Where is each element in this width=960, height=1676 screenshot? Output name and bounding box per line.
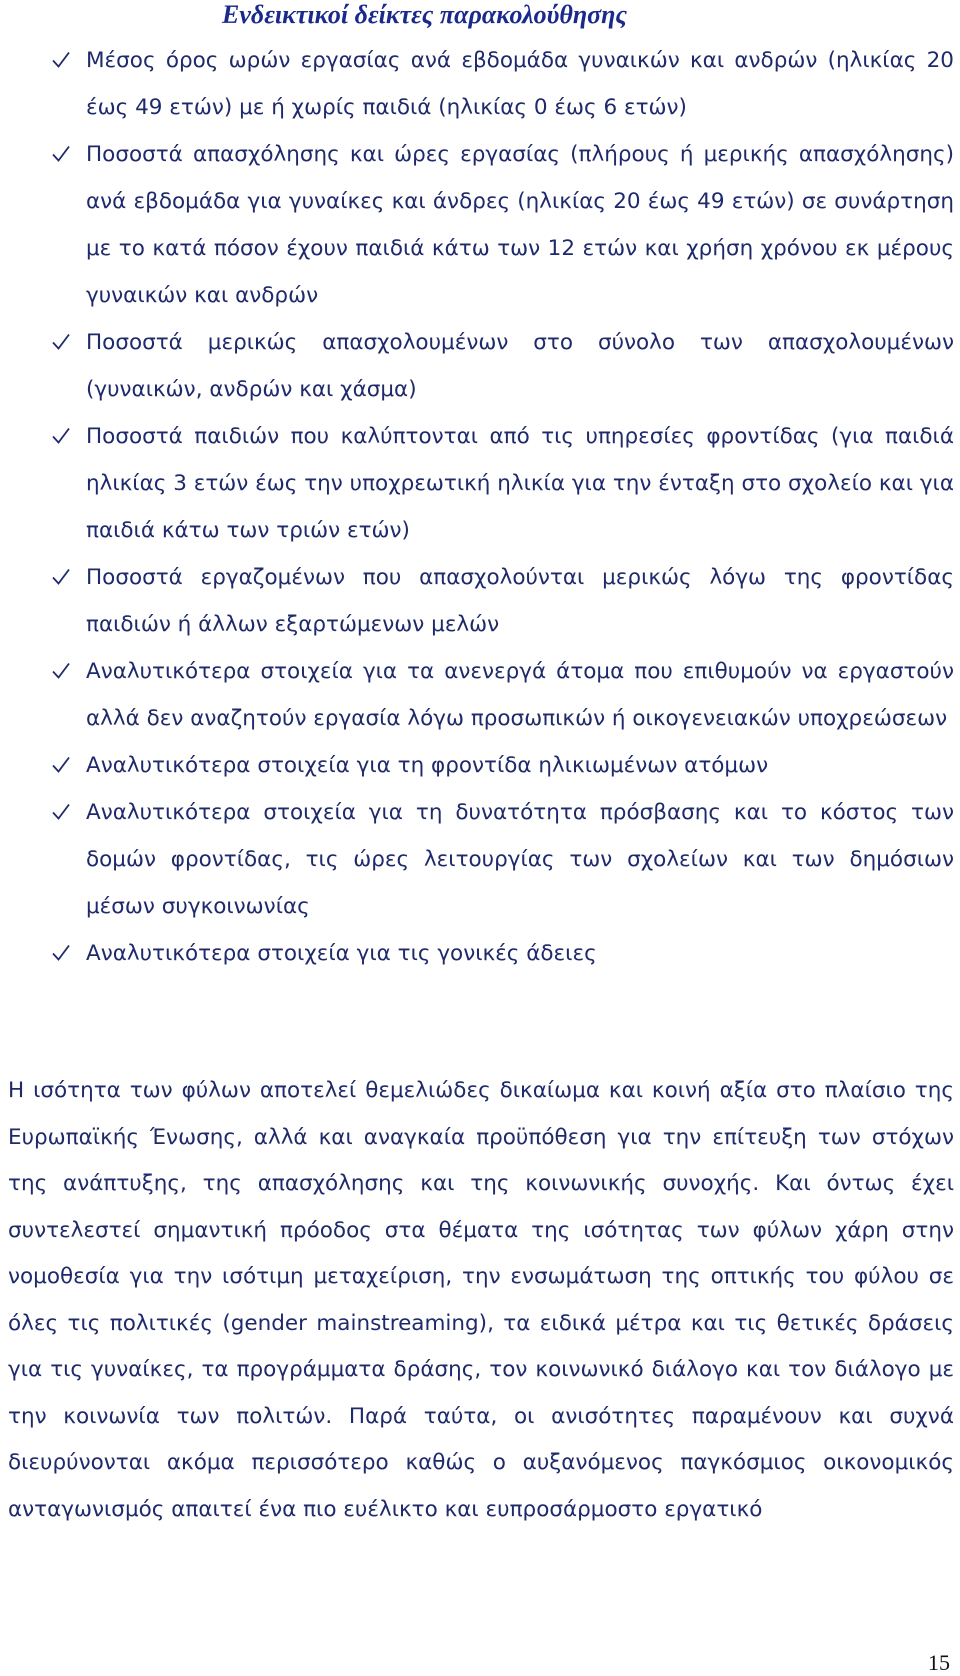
page-number: 15 bbox=[928, 1650, 950, 1675]
checklist-item-text: Ποσοστά απασχόλησης και ώρες εργασίας (πλήρους ή μερικής απασχόλησης) ανά εβδομάδα για γυναίκες και άνδρες (ηλικίας 20 έως 49 ετών) σε συνάρτηση με το κατά πόσον έχουν παιδιά κάτω των 12 ετών και χρήση χρόνου εκ μέρους γυναικών και ανδρών bbox=[86, 142, 954, 308]
checkmark-icon bbox=[51, 131, 75, 178]
checkmark-icon bbox=[51, 319, 75, 366]
checklist-item bbox=[0, 648, 960, 742]
checklist-item bbox=[0, 131, 960, 319]
checkmark-icon bbox=[51, 37, 75, 84]
checklist-item bbox=[0, 742, 960, 789]
checkmark-icon bbox=[51, 648, 75, 695]
checklist-item-text: Αναλυτικότερα στοιχεία για τις γονικές άδειες bbox=[86, 941, 597, 966]
indicator-checklist bbox=[0, 37, 960, 977]
checkmark-icon bbox=[51, 742, 75, 789]
checkmark-icon bbox=[51, 413, 75, 460]
checklist-item-text: Αναλυτικότερα στοιχεία για τα ανενεργά άτομα που επιθυμούν να εργαστούν αλλά δεν αναζητούν εργασία λόγω προσωπικών ή οικογενειακών υποχρεώσεων bbox=[86, 659, 954, 731]
checklist-item bbox=[0, 37, 960, 131]
body-paragraph: Η ισότητα των φύλων αποτελεί θεμελιώδες δικαίωμα και κοινή αξία στο πλαίσιο της Ευρωπαϊκής Ένωσης, αλλά και αναγκαία προϋπόθεση για την επίτευξη των στόχων της ανάπτυξης, της απασχόλησης και της κοινωνικής συνοχής. Και όντως έχει συντελεστεί σημαντική πρόοδος στα θέματα της ισότητας των φύλων χάρη στην νομοθεσία για την ισότιμη μεταχείριση, την ενσωμάτωση της οπτικής του φύλου σε όλες τις πολιτικές (gender mainstreaming), τα ειδικά μέτρα και τις θετικές δράσεις για τις γυναίκες, τα προγράμματα δράσης, τον κοινωνικό διάλογο και τον διάλογο με την κοινωνία των πολιτών. Παρά ταύτα, οι ανισότητες παραμένουν και συχνά διευρύνονται ακόμα περισσότερο καθώς ο αυξανόμενος παγκόσμιος οικονομικός ανταγωνισμός απαιτεί ένα πιο ευέλικτο και ευπροσάρμοστο εργατικό bbox=[8, 1078, 954, 1522]
checklist-item-text: Μέσος όρος ωρών εργασίας ανά εβδομάδα γυναικών και ανδρών (ηλικίας 20 έως 49 ετών) με ή χωρίς παιδιά (ηλικίας 0 έως 6 ετών) bbox=[86, 48, 954, 120]
checkmark-icon bbox=[51, 554, 75, 601]
checklist-item bbox=[0, 319, 960, 413]
checklist-item-text: Αναλυτικότερα στοιχεία για τη φροντίδα ηλικιωμένων ατόμων bbox=[86, 753, 769, 778]
checklist-item bbox=[0, 789, 960, 930]
checklist-item-text: Ποσοστά παιδιών που καλύπτονται από τις υπηρεσίες φροντίδας (για παιδιά ηλικίας 3 ετών έως την υποχρεωτική ηλικία για την ένταξη στο σχολείο και για παιδιά κάτω των τριών ετών) bbox=[86, 424, 954, 543]
checklist-item-text: Ποσοστά μερικώς απασχολουμένων στο σύνολο των απασχολουμένων (γυναικών, ανδρών και χάσμα) bbox=[86, 330, 954, 402]
checkmark-icon bbox=[51, 789, 75, 836]
checklist-item-text: Ποσοστά εργαζομένων που απασχολούνται μερικώς λόγω της φροντίδας παιδιών ή άλλων εξαρτώμενων μελών bbox=[86, 565, 954, 637]
checklist-item bbox=[0, 413, 960, 554]
section-heading: Ενδεικτικοί δείκτες παρακολούθησης bbox=[222, 0, 627, 29]
checkmark-icon bbox=[51, 930, 75, 977]
checklist-item bbox=[0, 930, 960, 977]
checklist-item bbox=[0, 554, 960, 648]
checklist-item-text: Αναλυτικότερα στοιχεία για τη δυνατότητα πρόσβασης και το κόστος των δομών φροντίδας, τις ώρες λειτουργίας των σχολείων και των δημόσιων μέσων συγκοινωνίας bbox=[86, 800, 954, 919]
